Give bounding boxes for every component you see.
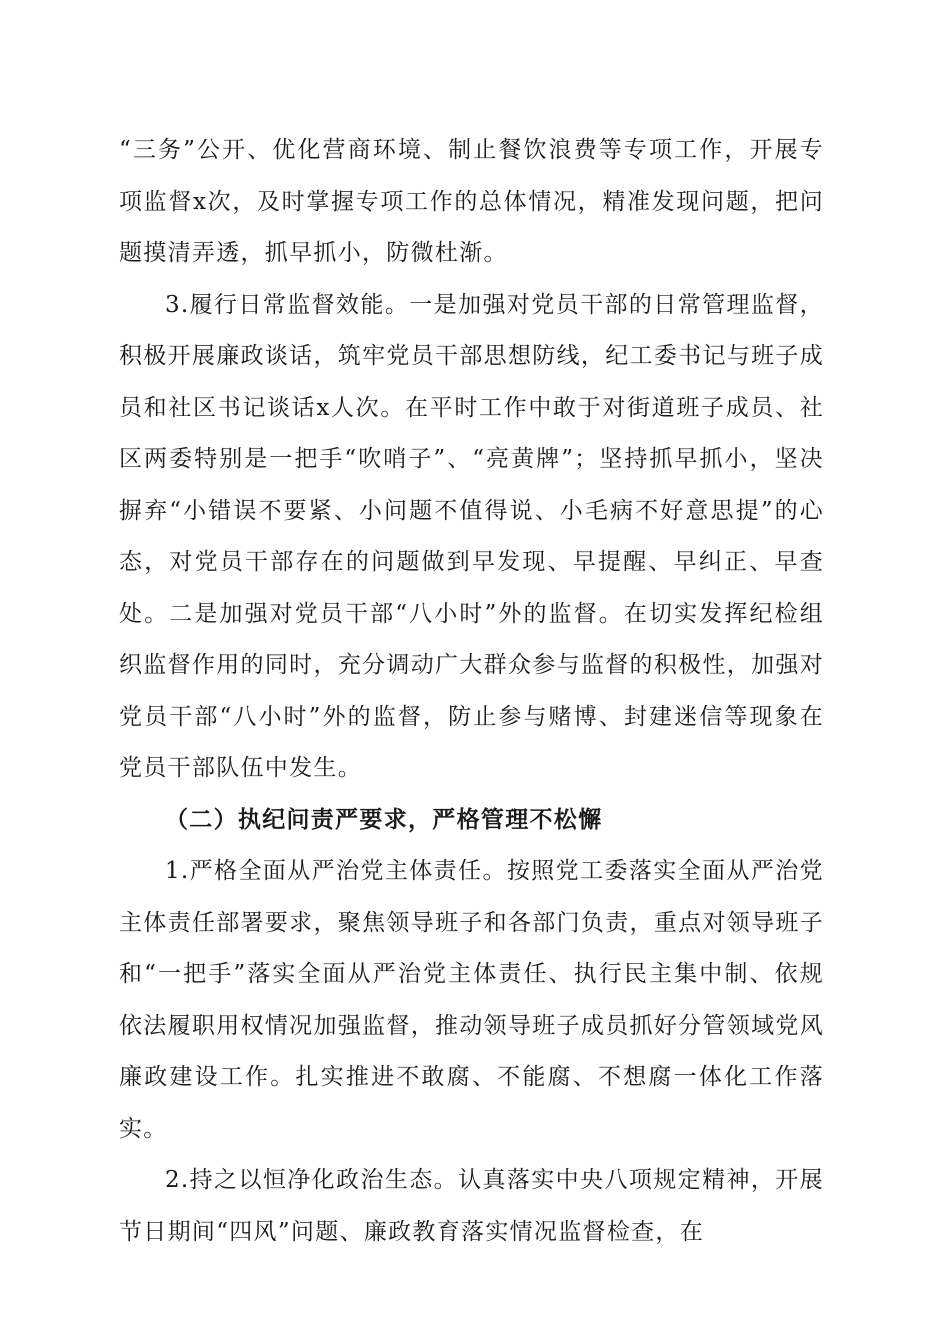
paragraph-special-work-supervision: “三务”公开、优化营商环境、制止餐饮浪费等专项工作，开展专项监督x次，及时掌握专项工作的总体情况，精准发现问题，把问题摸清弄透，抓早抓小，防微杜渐。 [119, 137, 824, 266]
paragraph-daily-supervision: 3.履行日常监督效能。一是加强对党员干部的日常管理监督，积极开展廉政谈话，筑牢党员干部思想防线，纪工委书记与班子成员和社区书记谈话x人次。在平时工作中敢于对街道班子成员、社区两委特别是一把手“吹哨子”、“亮黄牌”；坚持抓早抓小，坚决摒弃“小错误不要紧、小问题不值得说、小毛病不好意思提”的心态，对党员干部存在的问题做到早发现、早提醒、早纠正、早查处。二是加强对党员干部“八小时”外的监督。在切实发挥纪检组织监督作用的同时，充分调动广大群众参与监督的积极性，加强对党员干部“八小时”外的监督，防止参与赌博、封建迷信等现象在党员干部队伍中发生。 [119, 291, 824, 781]
paragraph-party-governance-responsibility: 1.严格全面从严治党主体责任。按照党工委落实全面从严治党主体责任部署要求，聚焦领导班子和各部门负责，重点对领导班子和“一把手”落实全面从严治党主体责任、执行民主集中制、依规依法履职用权情况加强监督，推动领导班子成员抓好分管领域党风廉政建设工作。扎实推进不敢腐、不能腐、不想腐一体化工作落实。 [119, 858, 824, 1142]
paragraph-political-ecology: 2.持之以恒净化政治生态。认真落实中央八项规定精神，开展节日期间“四风”问题、廉政教育落实情况监督检查，在 [119, 1167, 824, 1245]
section-heading-discipline-accountability: （二）执纪问责严要求，严格管理不松懈 [165, 806, 603, 833]
document-body [119, 125, 824, 1258]
